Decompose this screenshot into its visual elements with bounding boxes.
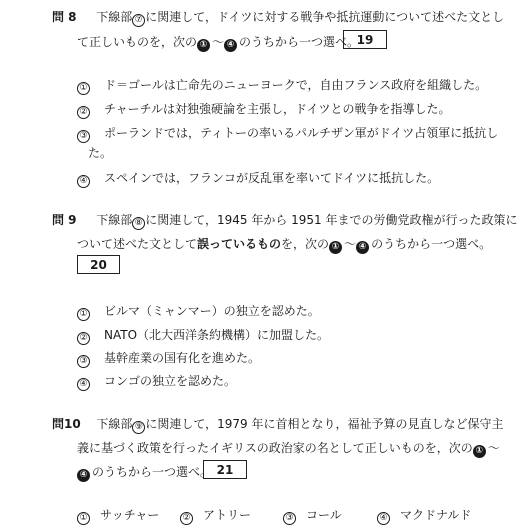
q8-number: 問 8: [52, 10, 77, 24]
q8-option-2[interactable]: ② チャーチルは対独強硬論を主張し，ドイツとの戦争を指導した。: [77, 101, 450, 119]
q10-number: 問10: [52, 417, 81, 431]
q8-ref-mark: ⑦: [132, 14, 145, 27]
q9-stem-line2: ついて述べた文として誤っているものを，次の ① ～ ④ のうちから一つ選べ。: [77, 237, 492, 252]
q10-option-2[interactable]: ② アトリー: [180, 507, 251, 525]
q10-option-3[interactable]: ③ コール: [283, 507, 342, 525]
q9-number: 問 9: [52, 213, 77, 227]
q10-ref-mark: ⑨: [132, 421, 145, 434]
q8-option-1[interactable]: ① ド＝ゴールは亡命先のニューヨークで，自由フランス政府を組織した。: [77, 77, 487, 95]
q8-option-3-cont: た。: [88, 146, 113, 160]
q9-option-2[interactable]: ② NATO（北大西洋条約機構）に加盟した。: [77, 327, 329, 345]
q9-ref-mark: ⑧: [132, 217, 145, 230]
q9-option-4[interactable]: ④ コンゴの独立を認めた。: [77, 373, 236, 391]
q9-option-3[interactable]: ③ 基幹産業の国有化を進めた。: [77, 350, 260, 368]
q8-option-4[interactable]: ④ スペインでは，フランコが反乱軍を率いてドイツに抵抗した。: [77, 170, 439, 188]
q9-stem-line1: 問 9 下線部 ⑧ に関連して，1945 年から 1951 年までの労働党政権が行った政策に: [52, 213, 518, 228]
q8-stem-line2: て正しいものを，次の ① ～ ④ のうちから一つ選べ。: [77, 35, 360, 50]
q9-option-1[interactable]: ① ビルマ（ミャンマー）の独立を認めた。: [77, 303, 320, 321]
q10-option-1[interactable]: ① サッチャー: [77, 507, 159, 525]
q8-stem-line1: 問 8 下線部 ⑦ に関連して，ドイツに対する戦争や抵抗運動について述べた文とし: [52, 10, 505, 25]
q10-option-4[interactable]: ④ マクドナルド: [377, 507, 471, 525]
q8-option-3[interactable]: ③ ポーランドでは，ティトーの率いるパルチザン軍がドイツ占領軍に抵抗し: [77, 125, 498, 143]
q8-answer-box[interactable]: 19: [343, 30, 387, 49]
q9-answer-box[interactable]: 20: [77, 255, 120, 274]
q10-stem-line1: 問10 下線部 ⑨ に関連して，1979 年に首相となり，福祉予算の見直しなど保守主: [52, 417, 504, 432]
q10-answer-box[interactable]: 21: [203, 460, 247, 479]
q10-stem-line3: ④ のうちから一つ選べ。: [77, 464, 212, 482]
q10-stem-line2: 義に基づく政策を行ったイギリスの政治家の名として正しいものを，次の ① ～: [77, 441, 500, 456]
q9-emphasis: 誤っているもの: [197, 237, 282, 251]
